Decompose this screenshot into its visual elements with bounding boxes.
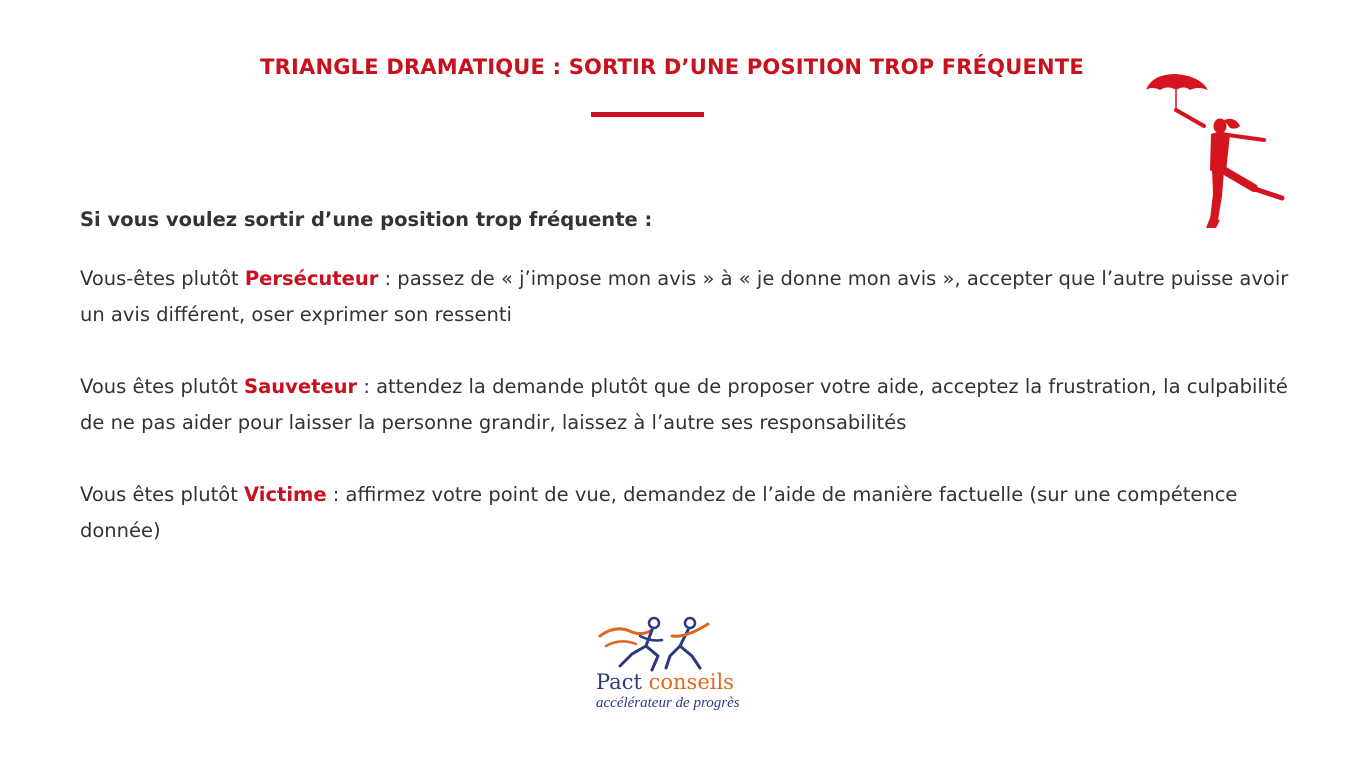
role-sauveteur: Sauveteur — [244, 375, 358, 398]
paragraph-text: : passez de « j’impose mon avis » à « je donne mon avis », accepter que l’autre puisse avoir un avis différent, oser exprimer son ressenti — [80, 267, 1289, 326]
paragraph-prefix: Vous êtes plutôt — [80, 483, 245, 506]
logo-name-part1: Pact — [596, 670, 642, 694]
paragraph-prefix: Vous êtes plutôt — [80, 375, 245, 398]
logo-tagline: accélérateur de progrès — [596, 695, 740, 711]
paragraph-victime — [80, 477, 1300, 549]
content — [80, 208, 1300, 585]
role-victime: Victime — [244, 483, 327, 506]
runners-icon — [596, 614, 712, 674]
logo-name-part2: conseils — [648, 670, 734, 694]
paragraph-persecuteur — [80, 261, 1300, 333]
role-persecuteur: Persécuteur — [244, 267, 379, 290]
paragraph-text: : affirmez votre point de vue, demandez de l’aide de manière factuelle (sur une compétence donnée) — [80, 483, 1238, 542]
page-title: TRIANGLE DRAMATIQUE : SORTIR D’UNE POSITION TROP FRÉQUENTE — [260, 55, 1084, 79]
company-logo — [594, 614, 762, 716]
intro-heading: Si vous voulez sortir d’une position trop fréquente : — [80, 208, 653, 231]
paragraph-sauveteur — [80, 369, 1300, 441]
paragraph-text: : attendez la demande plutôt que de proposer votre aide, acceptez la frustration, la culpabilité de ne pas aider pour laisser la personne grandir, laissez à l’autre ses responsabilités — [80, 375, 1288, 434]
paragraph-prefix: Vous-êtes plutôt — [80, 267, 245, 290]
logo-name — [596, 670, 734, 694]
title-underline — [591, 112, 704, 117]
